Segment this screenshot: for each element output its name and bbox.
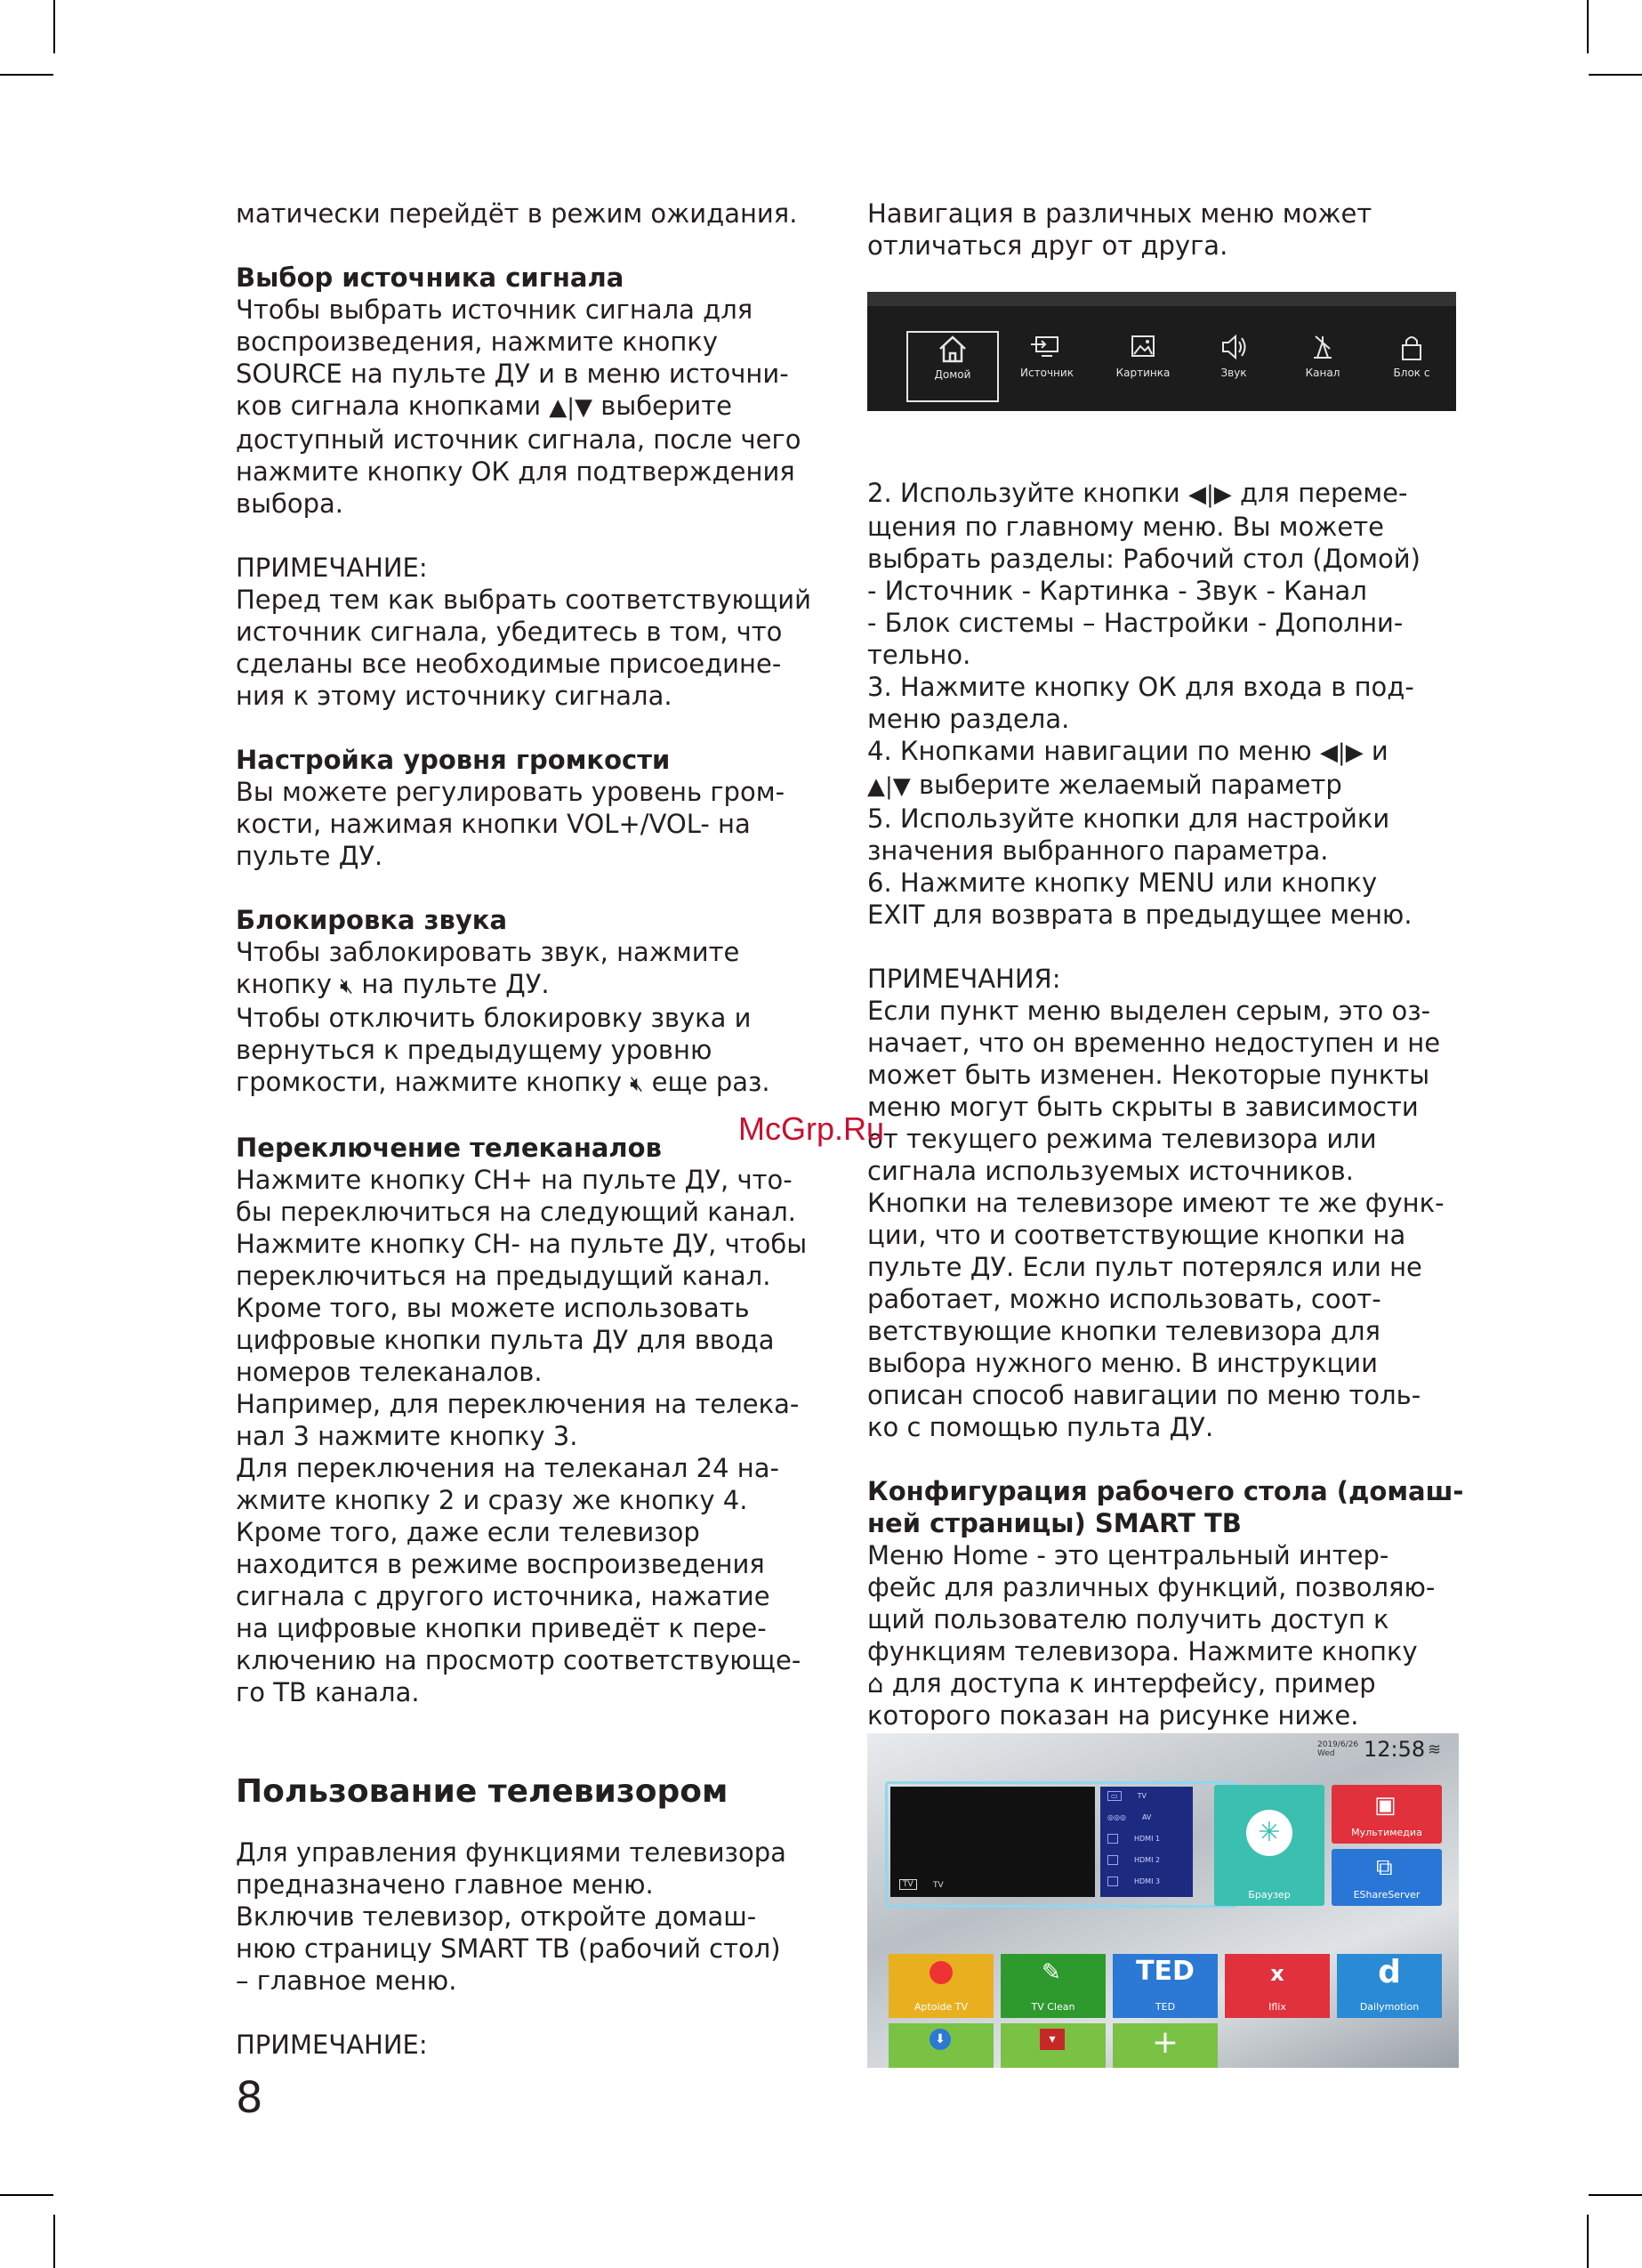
tile-label: Браузер xyxy=(1248,1889,1291,1901)
text-line: отличаться друг от друга. xyxy=(867,230,1228,261)
text-line: выбора. xyxy=(236,488,344,519)
text-line: тельно. xyxy=(867,640,971,670)
chapter-heading: Пользование телевизором xyxy=(236,1773,728,1810)
cast-icon: ▾ xyxy=(1040,2029,1065,2050)
section-heading: Переключение телеканалов xyxy=(236,1133,662,1163)
text-line: предназначено главное меню. xyxy=(236,1869,654,1900)
text-line: жмите кнопку 2 и сразу же кнопку 4. xyxy=(236,1485,748,1515)
watermark: McGrp.Ru xyxy=(738,1110,885,1147)
text-line xyxy=(236,968,841,1002)
menu-item-home[interactable] xyxy=(906,331,999,402)
app-tile-dailymotion[interactable] xyxy=(1337,1954,1442,2018)
tv-label: TV xyxy=(933,1881,944,1890)
multimedia-icon: ▣ xyxy=(1374,1792,1397,1819)
crop-mark xyxy=(1589,74,1642,76)
text-line: цифровые кнопки пульта ДУ для ввода xyxy=(236,1325,775,1355)
text-line: Включив телевизор, откройте домаш- xyxy=(236,1901,757,1932)
tile-label: TED xyxy=(1155,2001,1176,2013)
menu-item-label: Звук xyxy=(1220,367,1247,379)
plus-icon: + xyxy=(1151,2024,1179,2061)
section-heading: Блокировка звука xyxy=(236,905,508,935)
multimedia-tile[interactable] xyxy=(1332,1785,1442,1844)
app-tile-aptoide[interactable] xyxy=(889,1954,994,2018)
crop-mark xyxy=(0,74,53,76)
text-line: значения выбранного параметра. xyxy=(867,835,1329,866)
tv-preview[interactable] xyxy=(890,1787,1095,1897)
text-line: – главное меню. xyxy=(236,1965,457,1996)
download-icon: ⬇ xyxy=(930,2029,951,2050)
section-heading: Настройка уровня громкости xyxy=(236,745,671,775)
source-item[interactable]: HDMI 3 xyxy=(1107,1877,1187,1885)
text-line: Например, для переключения на телека- xyxy=(236,1389,800,1419)
text-line: 5. Используйте кнопки для настройки xyxy=(867,803,1390,834)
text-line: Чтобы заблокировать звук, нажмите xyxy=(236,937,740,967)
date-label: 2019/6/26 Wed xyxy=(1317,1740,1359,1758)
text-fragment: на пульте ДУ. xyxy=(353,969,550,999)
text-line: сигнала с другого источника, нажатие xyxy=(236,1581,770,1611)
text-line: EXIT для возврата в предыдущее меню. xyxy=(867,900,1413,930)
mute-icon: 🔇︎ xyxy=(340,973,354,998)
crop-mark xyxy=(1589,2194,1642,2196)
crop-mark xyxy=(1587,2215,1589,2268)
text-line: пульте ДУ. Если пульт потерялся или не xyxy=(867,1252,1422,1282)
menu-item-lock-system[interactable] xyxy=(1367,331,1456,399)
menu-item-label: Канал xyxy=(1305,367,1340,379)
mute-icon: 🔇︎ xyxy=(630,1071,644,1096)
note-heading: ПРИМЕЧАНИЕ: xyxy=(236,553,428,583)
eshare-icon: ⧉ xyxy=(1376,1854,1393,1881)
section-heading: ней страницы) SMART TB xyxy=(867,1508,1242,1538)
app-tile-iflix[interactable] xyxy=(1225,1954,1330,2018)
picture-icon xyxy=(1125,331,1161,363)
source-item[interactable]: HDMI 1 xyxy=(1107,1835,1187,1843)
text-line: - Источник - Картинка - Звук - Канал xyxy=(867,576,1367,606)
text-line xyxy=(867,477,1465,511)
text-line: начает, что он временно недоступен и не xyxy=(867,1028,1441,1058)
note-heading: ПРИМЕЧАНИЕ: xyxy=(236,2030,428,2060)
text-line: описан способ навигации по меню толь- xyxy=(867,1380,1421,1410)
text-line: выбрать разделы: Рабочий стол (Домой) xyxy=(867,544,1421,574)
text-line: го ТВ канала. xyxy=(236,1677,420,1707)
text-line: фейс для различных функций, позволяю- xyxy=(867,1572,1436,1602)
text-line: доступный источник сигнала, после чего xyxy=(236,424,801,455)
text-line: пульте ДУ. xyxy=(236,841,383,871)
text-line: Чтобы выбрать источник сигнала для xyxy=(236,295,753,325)
app-tile-download[interactable] xyxy=(889,2023,994,2068)
tile-label: Iflix xyxy=(1268,2001,1286,2013)
text-line: переключиться на предыдущий канал. xyxy=(236,1261,771,1291)
text-line: меню раздела. xyxy=(867,704,1070,734)
menu-item-label: Блок с xyxy=(1393,367,1430,379)
clock: 12:58 xyxy=(1364,1737,1426,1762)
app-tile-cast[interactable] xyxy=(1001,2023,1106,2068)
source-item[interactable]: ◎◎◎ AV xyxy=(1107,1813,1152,1821)
sound-icon xyxy=(1216,331,1252,363)
text-line: нюю страницу SMART TB (рабочий стол) xyxy=(236,1933,781,1964)
text-fragment: для доступа к интерфейсу, пример xyxy=(883,1668,1376,1699)
text-line: номеров телеканалов. xyxy=(236,1357,543,1387)
menu-item-sound[interactable] xyxy=(1189,331,1278,399)
text-line: сигнала используемых источников. xyxy=(867,1156,1354,1186)
section-heading: Выбор источника сигнала xyxy=(236,262,624,293)
text-line: Чтобы отключить блокировку звука и xyxy=(236,1003,752,1033)
crop-mark xyxy=(53,2215,55,2268)
text-fragment: выберите желаемый параметр xyxy=(910,770,1342,800)
text-line: 3. Нажмите кнопку ОК для входа в под- xyxy=(867,672,1414,702)
text-line: ключению на просмотр соответствующе- xyxy=(236,1645,801,1675)
text-line: работает, можно использовать, соот- xyxy=(867,1284,1381,1314)
text-line: может быть изменен. Некоторые пункты xyxy=(867,1060,1430,1090)
text-fragment: 4. Кнопками навигации по меню xyxy=(867,736,1312,766)
text-line: ния к этому источнику сигнала. xyxy=(236,681,672,711)
text-line: сделаны все необходимые присоедине- xyxy=(236,649,782,679)
menu-item-label: Картинка xyxy=(1115,367,1171,379)
text-line: воспроизведения, нажмите кнопку xyxy=(236,327,719,357)
crop-mark xyxy=(0,2194,53,2196)
text-line: вернуться к предыдущему уровню xyxy=(236,1035,712,1065)
source-item[interactable]: HDMI 2 xyxy=(1107,1856,1187,1864)
text-line: источник сигнала, убедитесь в том, что xyxy=(236,617,783,647)
text-line: находится в режиме воспроизведения xyxy=(236,1549,765,1579)
source-icon xyxy=(1029,331,1065,363)
lock-icon xyxy=(1394,331,1429,363)
up-down-arrows-icon: ▲|▼ xyxy=(549,394,593,421)
source-item[interactable]: ▭ TV xyxy=(1107,1792,1187,1800)
text-line: которого показан на рисунке ниже. xyxy=(867,1700,1359,1731)
left-right-arrows-icon: ◀|▶ xyxy=(1188,481,1232,508)
text-fragment: громкости, нажмите кнопку xyxy=(236,1067,623,1097)
text-line: Вы можете регулировать уровень гром- xyxy=(236,777,785,807)
right-column xyxy=(867,198,1465,1731)
text-fragment: кнопку xyxy=(236,969,332,999)
text-line: Для управления функциями телевизора xyxy=(236,1837,786,1868)
dailymotion-logo: d xyxy=(1378,1954,1401,1990)
page-number: 8 xyxy=(236,2073,263,2123)
tile-label: Aptoide TV xyxy=(914,2001,969,2013)
app-tile-tvclean[interactable] xyxy=(1001,1954,1106,2018)
add-app-tile[interactable] xyxy=(1113,2023,1218,2068)
text-line: Перед тем как выбрать соответствующий xyxy=(236,585,811,615)
text-line: меню могут быть скрыты в зависимости xyxy=(867,1092,1419,1122)
text-line: матически перейдёт в режим ожидания. xyxy=(236,198,798,229)
text-line xyxy=(867,735,1465,769)
menu-item-source[interactable] xyxy=(1002,331,1091,399)
text-line: Если пункт меню выделен серым, это оз- xyxy=(867,996,1431,1026)
text-line: нал 3 нажмите кнопку 3. xyxy=(236,1421,578,1451)
browser-icon: ✳ xyxy=(1246,1810,1292,1856)
text-line: 6. Нажмите кнопку MENU или кнопку xyxy=(867,868,1378,898)
left-right-arrows-icon: ◀|▶ xyxy=(1319,739,1364,766)
smart-tv-home-screen xyxy=(867,1733,1459,2068)
text-line xyxy=(236,1066,841,1100)
home-icon: ⌂ xyxy=(867,1668,884,1699)
section-heading: Конфигурация рабочего стола (домаш- xyxy=(867,1476,1464,1506)
text-line xyxy=(867,1667,1465,1699)
text-line: щий пользователю получить доступ к xyxy=(867,1604,1389,1634)
text-line: кости, нажимая кнопки VOL+/VOL- на xyxy=(236,809,751,839)
text-fragment: для переме- xyxy=(1231,478,1408,508)
crop-mark xyxy=(1587,0,1589,53)
menu-item-channel[interactable] xyxy=(1278,331,1367,399)
ted-logo: TED xyxy=(1136,1956,1195,1987)
app-tile-ted[interactable] xyxy=(1113,1954,1218,2018)
text-fragment: ков сигнала кнопками xyxy=(236,391,542,421)
text-line: на цифровые кнопки приведёт к пере- xyxy=(236,1613,767,1643)
tv-main-menu-bar xyxy=(867,292,1456,411)
menu-item-picture[interactable] xyxy=(1099,331,1187,399)
text-line xyxy=(867,769,1465,803)
text-fragment: и xyxy=(1363,736,1388,766)
tile-label: EShareServer xyxy=(1353,1889,1421,1901)
text-line: выбора нужного меню. В инструкции xyxy=(867,1348,1378,1378)
text-line: ции, что и соответствующие кнопки на xyxy=(867,1220,1406,1250)
text-line: Кроме того, даже если телевизор xyxy=(236,1517,700,1547)
note-heading: ПРИМЕЧАНИЯ: xyxy=(867,964,1061,994)
text-line: функциям телевизора. Нажмите кнопку xyxy=(867,1636,1418,1667)
menu-item-label: Домой xyxy=(934,368,971,381)
menu-item-label: Источник xyxy=(1020,367,1074,379)
text-line: Нажмите кнопку CH- на пульте ДУ, чтобы xyxy=(236,1229,808,1259)
text-fragment: 2. Используйте кнопки xyxy=(867,478,1180,508)
text-line: от текущего режима телевизора или xyxy=(867,1124,1377,1154)
text-line: Навигация в различных меню может xyxy=(867,198,1372,229)
text-line: ко с помощью пульта ДУ. xyxy=(867,1412,1214,1442)
wifi-icon: ≋ xyxy=(1428,1740,1442,1759)
text-line xyxy=(236,390,841,424)
iflix-logo: x xyxy=(1270,1961,1284,1986)
eshare-tile[interactable] xyxy=(1332,1849,1442,1906)
browser-tile[interactable] xyxy=(1214,1785,1324,1906)
home-icon xyxy=(935,333,970,365)
aptoide-icon xyxy=(930,1961,953,1984)
text-line: Для переключения на телеканал 24 на- xyxy=(236,1453,779,1483)
source-list xyxy=(1100,1787,1193,1897)
crop-mark xyxy=(53,0,55,53)
text-fragment: выберите xyxy=(592,391,732,421)
text-line: бы переключиться на следующий канал. xyxy=(236,1197,796,1227)
tile-label: Мультимедиа xyxy=(1351,1827,1422,1838)
text-line: SOURCE на пульте ДУ и в меню источни- xyxy=(236,359,789,389)
text-line: Кнопки на телевизоре имеют те же функ- xyxy=(867,1188,1445,1218)
text-line: нажмите кнопку ОК для подтверждения xyxy=(236,456,795,487)
channel-icon xyxy=(1305,331,1340,363)
tile-label: TV Clean xyxy=(1031,2001,1075,2013)
tile-label: Dailymotion xyxy=(1359,2001,1420,2013)
tv-badge: TV xyxy=(899,1879,917,1890)
text-line: Нажмите кнопку CH+ на пульте ДУ, что- xyxy=(236,1165,793,1195)
text-fragment: еще раз. xyxy=(643,1067,770,1097)
text-line: - Блок системы – Настройки - Дополни- xyxy=(867,608,1404,638)
up-down-arrows-icon: ▲|▼ xyxy=(867,773,911,800)
text-line: Меню Home - это центральный интер- xyxy=(867,1540,1389,1570)
broom-icon: ✎ xyxy=(1042,1959,1061,1986)
text-line: Кроме того, вы можете использовать xyxy=(236,1293,750,1323)
text-line: ветствующие кнопки телевизора для xyxy=(867,1316,1380,1346)
text-line: щения по главному меню. Вы можете xyxy=(867,512,1385,542)
